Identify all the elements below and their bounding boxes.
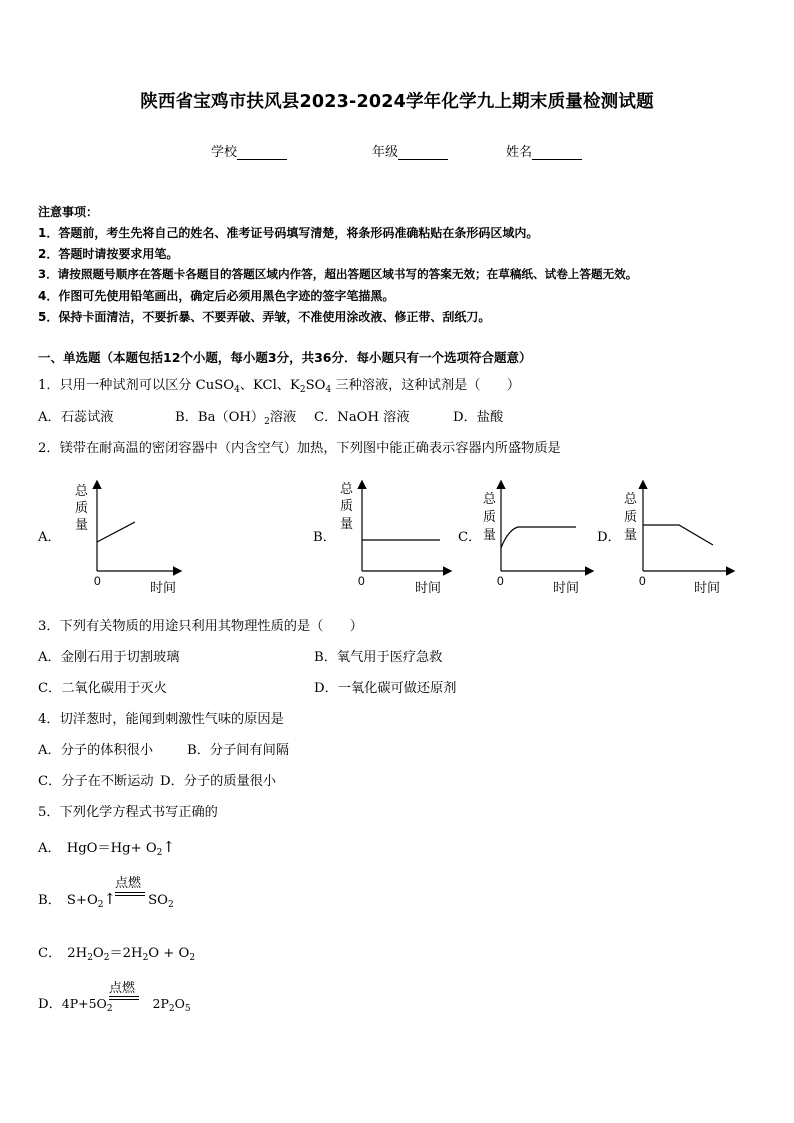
notice-item-1: 1．答题前，考生先将自己的姓名、准考证号码填写清楚，将条形码准确粘贴在条形码区域内。 — [38, 226, 539, 240]
q1-option-b[interactable]: B．$Ba(OH)_2$溶液 — [175, 410, 297, 427]
q4-option-d[interactable]: D．分子的质量很小 — [160, 774, 277, 789]
q5-b-eq-bar-2 — [115, 895, 145, 896]
graph-a-label[interactable]: A． — [38, 530, 61, 545]
graph-c-ylabel-2: 质 — [483, 510, 497, 525]
graph-d-origin: 0 — [639, 574, 646, 588]
notice-item-5: 5．保持卡面清洁，不要折暴、不要弄破、弄皱，不准使用涂改液、修正带、刮纸刀。 — [38, 310, 491, 324]
graph-b-label[interactable]: B． — [313, 530, 336, 545]
name-field[interactable]: 姓名 — [506, 141, 582, 160]
notice-heading: 注意事项： — [38, 205, 99, 219]
graph-c-xlabel: 时间 — [553, 581, 580, 596]
q5-d-eq-bar-2 — [109, 999, 139, 1000]
graph-b[interactable] — [362, 482, 450, 571]
graph-a-xlabel: 时间 — [150, 581, 177, 596]
q3-option-c[interactable]: C．二氧化碳用于灭火 — [38, 681, 167, 696]
graph-b-origin: 0 — [358, 574, 365, 588]
q5-d-eq-bar-1 — [109, 996, 139, 997]
graph-d-xlabel: 时间 — [694, 581, 721, 596]
q1-option-d[interactable]: D．盐酸 — [453, 410, 504, 425]
q3-option-b[interactable]: B．氧气用于医疗急救 — [314, 650, 443, 665]
q1-option-a[interactable]: A．石蕊试液 — [38, 410, 114, 425]
q4-option-a[interactable]: A．分子的体积很小 — [38, 743, 154, 758]
q3-stem: 3．下列有关物质的用途只利用其物理性质的是（ ） — [38, 619, 363, 634]
graph-c[interactable] — [501, 482, 592, 571]
notice-item-3: 3．请按照题号顺序在答题卡各题目的答题区域内作答，超出答题区域书写的答案无效；在草稿纸、试卷上答题无效。 — [38, 267, 638, 281]
notice-item-2: 2．答题时请按要求用笔。 — [38, 247, 179, 261]
section-heading: 一、单选题（本题包括12个小题，每小题3分，共36分．每小题只有一个选项符合题意） — [38, 350, 532, 365]
graph-c-curve — [501, 527, 576, 548]
q5-option-a[interactable]: A． $HgO=Hg+ O_2↑$ — [38, 838, 175, 858]
graph-b-xlabel: 时间 — [415, 581, 442, 596]
q2-stem: 2．镁带在耐高温的密闭容器中（内含空气）加热，下列图中能正确表示容器内所盛物质是 — [38, 441, 561, 456]
graph-b-ylabel-2: 质 — [340, 499, 354, 514]
graph-a-ylabel-1: 总 — [75, 484, 89, 499]
q5-d-condition: 点燃 — [109, 981, 136, 996]
q5-b-condition: 点燃 — [115, 876, 142, 891]
page-title: 陕西省宝鸡市扶风县2023-2024学年化学九上期末质量检测试题 — [140, 92, 654, 112]
q1-option-c[interactable]: C．NaOH 溶液 — [314, 410, 410, 425]
graph-a-ylabel-2: 质 — [75, 501, 89, 516]
q5-option-d[interactable]: D．$4P+5O_2$ $2P_2O_5$ — [38, 996, 191, 1014]
graph-c-origin: 0 — [497, 574, 504, 588]
graph-c-ylabel-1: 总 — [483, 492, 497, 507]
graph-a-origin: 0 — [94, 574, 101, 588]
graph-b-ylabel-1: 总 — [340, 482, 354, 497]
graph-a[interactable] — [97, 482, 180, 571]
graph-a-curve — [97, 522, 135, 542]
graph-d-curve — [643, 525, 713, 545]
notice-item-4: 4．作图可先使用铅笔画出，确定后必须用黑色字迹的签字笔描黑。 — [38, 289, 395, 303]
q5-option-b[interactable]: B． $S+O_2↑$ $SO_2$ — [38, 890, 174, 910]
q5-b-eq-bar-1 — [115, 892, 145, 893]
q4-option-c[interactable]: C．分子在不断运动 — [38, 774, 154, 789]
grade-field[interactable]: 年级 — [372, 141, 448, 160]
q5-stem: 5．下列化学方程式书写正确的 — [38, 805, 218, 820]
graph-d-label[interactable]: D． — [597, 530, 621, 545]
q4-stem: 4．切洋葱时，能闻到刺激性气味的原因是 — [38, 712, 284, 727]
q3-option-a[interactable]: A．金刚石用于切割玻璃 — [38, 650, 180, 665]
q1-stem: 1．只用一种试剂可以区分 CuSO$_4$、KCl、$K_2SO_4$ 三种溶液，这种试剂是（ ） — [38, 378, 521, 395]
school-field[interactable]: 学校 — [211, 141, 287, 160]
graph-d[interactable] — [643, 482, 733, 571]
graph-a-ylabel-3: 量 — [75, 518, 89, 533]
graph-d-ylabel-2: 质 — [624, 510, 638, 525]
graph-b-ylabel-3: 量 — [340, 517, 354, 532]
q3-option-d[interactable]: D．一氧化碳可做还原剂 — [314, 681, 457, 696]
graph-c-ylabel-3: 量 — [483, 528, 497, 543]
q4-option-b[interactable]: B．分子间有间隔 — [187, 743, 290, 758]
q5-option-c[interactable]: C． $2H_2O_2=2H_2O + O_2$ — [38, 946, 196, 963]
graph-d-ylabel-3: 量 — [624, 528, 638, 543]
graph-c-label[interactable]: C． — [458, 530, 482, 545]
graph-d-ylabel-1: 总 — [624, 492, 638, 507]
